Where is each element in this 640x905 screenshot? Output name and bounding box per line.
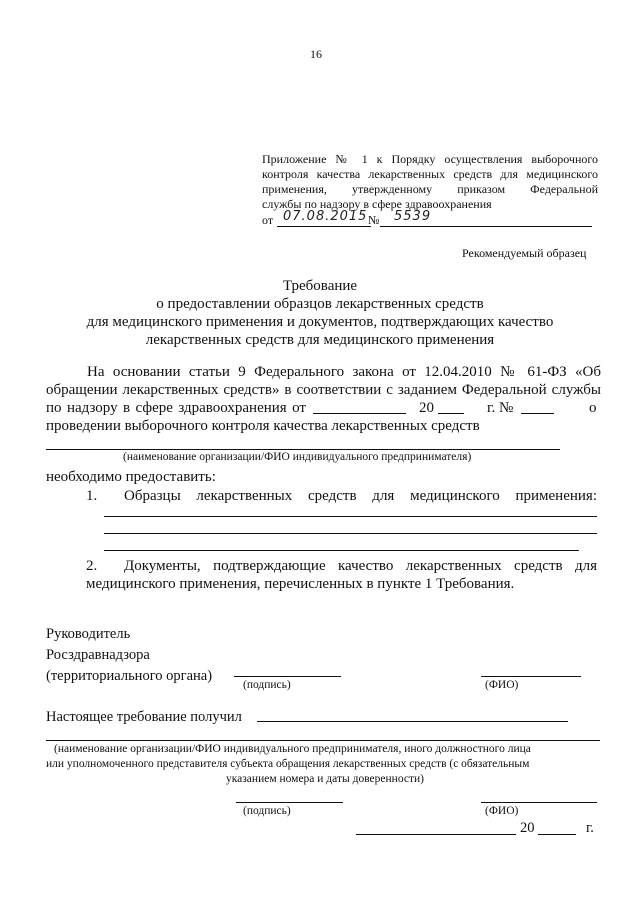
item-1-line-2 (104, 533, 597, 534)
appendix-number-handwritten: 5539 (394, 209, 432, 224)
item-2-text-line-2: медицинского применения, перечисленных в пункте 1 Требования. (86, 576, 515, 592)
received-signature-caption: (подпись) (243, 805, 291, 817)
item-2-text-line-1: Документы, подтверждающие качество лекарственных средств для (124, 558, 597, 574)
recommended-sample: Рекомендуемый образец (462, 246, 587, 260)
item-1-number: 1. (86, 488, 98, 504)
appendix-line-1: Приложение № 1 к Порядку осуществления выборочного (262, 152, 598, 166)
head-line-3: (территориального органа) (46, 668, 213, 684)
item-1-line-3 (104, 550, 579, 551)
org-caption: (наименование организации/ФИО индивидуального предпринимателя) (123, 451, 472, 463)
page-number: 16 (310, 47, 322, 61)
received-fio-caption: (ФИО) (485, 805, 519, 817)
appendix-from-label: от (262, 213, 274, 227)
document-title: Требование (282, 278, 358, 294)
title-line-2: о предоставлении образцов лекарственных средств (156, 296, 484, 312)
item-2-number: 2. (86, 558, 98, 574)
item-1-text: Образцы лекарственных средств для медицинского применения: (124, 488, 597, 504)
head-line-2: Росздравнадзора (46, 647, 150, 663)
appendix-line-4: службы по надзору в сфере здравоохранения (262, 197, 492, 211)
basis-number-line (521, 413, 554, 414)
received-date-line (356, 834, 516, 835)
basis-date-line (313, 413, 406, 414)
basis-line-3a: по надзору в сфере здравоохранения от (46, 400, 306, 416)
basis-number-label: г. № (487, 400, 514, 416)
received-fio-line (481, 802, 597, 803)
appendix-number-line (380, 226, 592, 227)
received-caption-line-2: или уполномоченного представителя субъекта обращения лекарственных средств (с обязательным (46, 758, 530, 770)
head-fio-caption: (ФИО) (485, 679, 519, 691)
title-line-3: для медицинского применения и документов, подтверждающих качество (86, 314, 554, 330)
title-line-4: лекарственных средств для медицинского применения (145, 332, 495, 348)
appendix-line-2: контроля качества лекарственных средств для медицинского (262, 167, 598, 181)
org-name-line (46, 449, 560, 450)
head-signature-caption: (подпись) (243, 679, 291, 691)
appendix-date-line (277, 226, 371, 227)
received-year-suffix: г. (586, 820, 594, 836)
basis-about: о (589, 400, 597, 416)
head-line-1: Руководитель (46, 626, 131, 642)
received-name-line-2 (46, 740, 600, 741)
head-fio-line (481, 676, 581, 677)
basis-line-1: На основании статьи 9 Федерального закона от 12.04.2010 № 61-ФЗ «Об (87, 364, 601, 380)
received-label: Настоящее требование получил (46, 709, 242, 725)
received-caption-line-3: указанием номера и даты доверенности) (226, 773, 424, 785)
received-year-prefix: 20 (520, 820, 535, 836)
required-label: необходимо предоставить: (46, 469, 216, 485)
appendix-date-handwritten: 07.08.2015 (283, 209, 368, 224)
appendix-number-label: № (368, 213, 380, 227)
received-year-line (538, 834, 576, 835)
appendix-line-3: применения, утвержденному приказом Федеральной (262, 182, 598, 196)
received-signature-line (236, 802, 343, 803)
head-signature-line (234, 676, 341, 677)
basis-line-2: обращении лекарственных средств» в соответствии с заданием Федеральной службы (46, 382, 601, 398)
received-caption-line-1: (наименование организации/ФИО индивидуального предпринимателя, иного должностного лица (54, 743, 531, 755)
basis-line-4: проведении выборочного контроля качества лекарственных средств (46, 418, 480, 434)
received-name-line (257, 721, 568, 722)
item-1-line-1 (104, 516, 597, 517)
basis-year-line (438, 413, 464, 414)
basis-year-prefix: 20 (419, 400, 434, 416)
